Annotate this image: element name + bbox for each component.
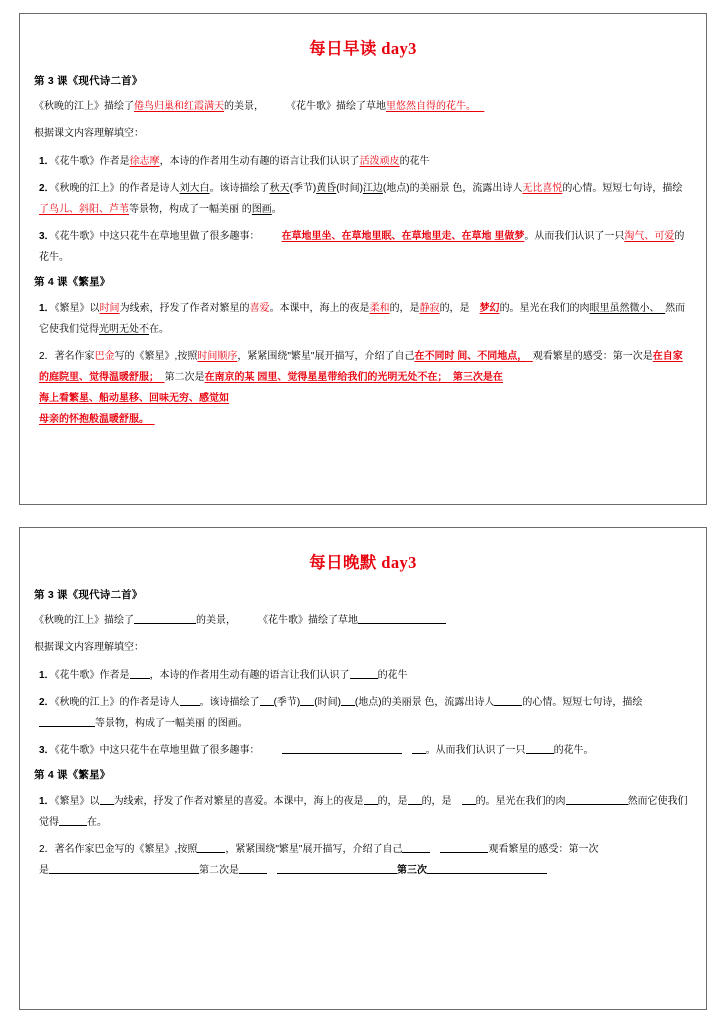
blank-intro-1[interactable] bbox=[134, 612, 196, 624]
q3-number-e: 3． bbox=[39, 745, 55, 756]
lesson-4-heading-evening: 第 4 课《繁星》 bbox=[34, 769, 111, 781]
blank-q2-2[interactable] bbox=[260, 694, 274, 706]
s1-text-4: 的，是 bbox=[389, 303, 420, 314]
s1-text-7: 然而它使我们觉得 bbox=[39, 303, 686, 335]
q2-text-1: 《秋晚的江上》的作者是诗人 bbox=[54, 183, 180, 194]
star-question-2-evening bbox=[34, 839, 692, 881]
s1-answer-7: 光明无处不 bbox=[99, 324, 149, 335]
blank-q3-3[interactable] bbox=[526, 742, 554, 754]
s1-text-1-e: 《繁星》以 bbox=[54, 796, 100, 807]
q1-number: 1． bbox=[39, 156, 55, 167]
s1-text-6: 的。星光在我们的肉 bbox=[499, 303, 590, 314]
blank-s1-2[interactable] bbox=[364, 793, 378, 805]
intro-text-c-e: 《花牛歌》描绘了草地 bbox=[258, 615, 358, 626]
s1-text-2: 为线索，抒发了作者对繁星的 bbox=[119, 303, 250, 314]
q2-text-5: (地点)的美丽景 色，流露出诗人 bbox=[382, 183, 523, 194]
blank-q2-1[interactable] bbox=[180, 694, 200, 706]
s1-number-e: 1． bbox=[39, 796, 55, 807]
s2-text-3-e: 观看繁星的感受：第一次 bbox=[488, 844, 599, 855]
q2-text-6: 的心情。短短七句诗，描绘 bbox=[562, 183, 683, 194]
blank-q1-1[interactable] bbox=[130, 667, 150, 679]
q2-text-3-e: (季节) bbox=[273, 697, 301, 708]
morning-reading-box bbox=[19, 13, 707, 505]
q2-text-6-e: 的心情。短短七句诗，描绘 bbox=[522, 697, 643, 708]
q3-text-1: 《花牛歌》中这只花牛在草地里做了很多趣事： bbox=[54, 231, 260, 242]
q2-number: 2． bbox=[39, 183, 55, 194]
blank-s2-2[interactable] bbox=[402, 841, 430, 853]
q3-answer-2: 淘气、可爱 bbox=[624, 231, 675, 242]
s2-text-6-e: 第三次 bbox=[397, 865, 427, 876]
q2-text-4-e: (时间) bbox=[314, 697, 341, 708]
q2-text-4: (时间) bbox=[336, 183, 363, 194]
s2-answer-7: 母亲的怀抱般温暖舒服。 bbox=[39, 414, 149, 425]
q2-answer-5: 无比喜悦 bbox=[522, 183, 563, 194]
s1-answer-6: 眼里虽然微小、 bbox=[589, 303, 660, 314]
blank-s1-4[interactable] bbox=[462, 793, 476, 805]
s2-answer-3: 在不同时 bbox=[414, 351, 455, 362]
s1-answer-5: 梦幻 bbox=[479, 303, 500, 314]
q2-text-5-e: (地点)的美丽景 色，流露出诗人 bbox=[354, 697, 495, 708]
intro-text-b-e: 的美景， bbox=[196, 615, 236, 626]
blank-s1-6[interactable] bbox=[59, 814, 87, 826]
q2-answer-1: 刘大白 bbox=[179, 183, 210, 194]
q3-number: 3． bbox=[39, 231, 55, 242]
q3-answer-1b: 里做梦 bbox=[494, 231, 525, 242]
page-title-morning: 每日早读 day3 bbox=[309, 39, 417, 58]
s1-number: 1． bbox=[39, 303, 55, 314]
s2-text-6: 第三次是在 bbox=[452, 372, 503, 383]
question-2-evening bbox=[34, 692, 692, 734]
q1-text-3: 的花牛 bbox=[399, 156, 430, 167]
q3-answer-1: 在草地里坐、在草地里眠、在草地里走、在草地 bbox=[281, 231, 492, 242]
blank-q2-6[interactable] bbox=[39, 715, 95, 727]
q2-text-2-e: 。该诗描绘了 bbox=[199, 697, 260, 708]
q1-text-3-e: 的花牛 bbox=[377, 670, 408, 681]
s2-text-5-e: 第二次是 bbox=[199, 865, 239, 876]
blank-s2-4[interactable] bbox=[49, 862, 199, 874]
blank-s2-7[interactable] bbox=[427, 862, 547, 874]
q3-text-1-e: 《花牛歌》中这只花牛在草地里做了很多趣事： bbox=[54, 745, 260, 756]
q2-answer-7: 图画 bbox=[251, 204, 272, 215]
q1-text-2: ，本诗的作者用生动有趣的语言让我们认识了 bbox=[159, 156, 360, 167]
q3-text-3-e: 的花牛。 bbox=[553, 745, 594, 756]
q2-text-2: 。该诗描绘了 bbox=[209, 183, 270, 194]
intro-text-a-e: 《秋晚的江上》描绘了 bbox=[34, 615, 134, 626]
q3-text-3: 的花牛。 bbox=[39, 231, 685, 263]
lesson-4-heading-morning: 第 4 课《繁星》 bbox=[34, 276, 111, 288]
q3-text-2: 。从而我们认识了一只 bbox=[524, 231, 625, 242]
s1-text-2-e: 为线索，抒发了作者对繁星的喜爱。本课中，海上的夜是 bbox=[113, 796, 364, 807]
s2-text-1-e: 著名作家巴金写的《繁星》,按照 bbox=[54, 844, 198, 855]
q1-answer-1: 徐志摩 bbox=[129, 156, 160, 167]
star-question-1-morning bbox=[34, 298, 692, 340]
q2-answer-4: 江边 bbox=[362, 183, 383, 194]
s2-number-e: 2． bbox=[39, 844, 55, 855]
s1-answer-3: 柔和 bbox=[369, 303, 390, 314]
s1-answer-4: 静寂 bbox=[419, 303, 440, 314]
q1-text-1-e: 《花牛歌》作者是 bbox=[54, 670, 130, 681]
s2-answer-4: 在自家的庭院里、觉得温暖舒服； bbox=[39, 351, 683, 383]
blank-q3-1[interactable] bbox=[282, 742, 402, 754]
q3-text-2-e: 。从而我们认识了一只 bbox=[425, 745, 526, 756]
star-question-1-evening bbox=[34, 791, 692, 833]
blank-q2-3[interactable] bbox=[300, 694, 314, 706]
q2-number-e: 2． bbox=[39, 697, 55, 708]
intro-text-b: 的美景， bbox=[224, 101, 264, 112]
s2-text-5: 第二次是 bbox=[164, 372, 205, 383]
blank-s1-3[interactable] bbox=[408, 793, 422, 805]
q2-text-3: (季节) bbox=[289, 183, 317, 194]
s2-answer-5: 在南京的某 bbox=[204, 372, 255, 383]
s1-text-3: 。本课中，海上的夜是 bbox=[269, 303, 370, 314]
q1-text-2-e: ，本诗的作者用生动有趣的语言让我们认识了 bbox=[149, 670, 350, 681]
blank-s1-5[interactable] bbox=[566, 793, 628, 805]
q1-text-1: 《花牛歌》作者是 bbox=[54, 156, 130, 167]
s1-text-3-e: 的，是 bbox=[377, 796, 408, 807]
s2-answer-5b: 园里、觉得星星带给我们的光明无处不在； bbox=[257, 372, 448, 383]
q1-answer-2: 活泼顽皮 bbox=[359, 156, 400, 167]
blank-intro-2[interactable] bbox=[358, 612, 446, 624]
s2-answer-3b: 间、不同地点， bbox=[457, 351, 528, 362]
blank-s1-1[interactable] bbox=[100, 793, 114, 805]
s2-answer-2: 时间顺序 bbox=[197, 351, 238, 362]
s2-text-2: 写的《繁星》,按照 bbox=[114, 351, 198, 362]
q2-answer-6: 了鸟儿、斜阳、芦苇 bbox=[39, 204, 129, 215]
q1-number-e: 1． bbox=[39, 670, 55, 681]
s1-answer-1: 时间 bbox=[99, 303, 120, 314]
s1-text-7-e: 在。 bbox=[87, 817, 107, 828]
blank-q2-4[interactable] bbox=[341, 694, 355, 706]
s2-answer-6: 海上看繁星、船动星移、回味无穷、感觉如 bbox=[39, 393, 229, 404]
intro-answer-c: 里悠然自得的花牛。 bbox=[386, 101, 476, 112]
fill-prompt-morning: 根据课文内容理解填空： bbox=[34, 128, 144, 139]
s2-text-3: ，紧紧围绕"繁星"展开描写，介绍了自己 bbox=[237, 351, 415, 362]
s2-number: 2． bbox=[39, 351, 55, 362]
s2-text-4: 观看繁星的感受：第一次是 bbox=[532, 351, 653, 362]
blank-s2-6[interactable] bbox=[277, 862, 397, 874]
s2-answer-1: 巴金 bbox=[94, 351, 115, 362]
q2-text-1-e: 《秋晚的江上》的作者是诗人 bbox=[54, 697, 180, 708]
question-2-morning bbox=[34, 178, 692, 220]
blank-q1-2[interactable] bbox=[350, 667, 378, 679]
s2-text-4-e: 是 bbox=[39, 865, 49, 876]
evening-dictation-box bbox=[19, 527, 707, 1010]
s1-text-4-e: 的，是 bbox=[421, 796, 452, 807]
blank-s2-1[interactable] bbox=[197, 841, 225, 853]
question-1-evening bbox=[34, 665, 692, 686]
blank-s2-3[interactable] bbox=[440, 841, 488, 853]
q2-text-7-e: 等景物，构成了一幅美丽 的 bbox=[95, 718, 218, 729]
q2-text-8-e: 图画。 bbox=[217, 718, 248, 729]
s2-text-1: 著名作家 bbox=[54, 351, 95, 362]
intro-answer-a: 倦鸟归巢和红霞满天 bbox=[134, 101, 224, 112]
lesson-3-intro-morning bbox=[34, 97, 692, 117]
star-question-2-morning bbox=[34, 346, 692, 430]
s1-answer-2: 喜爱 bbox=[249, 303, 270, 314]
lesson-3-heading-evening: 第 3 课《现代诗二首》 bbox=[34, 589, 143, 601]
question-1-morning bbox=[34, 151, 692, 172]
q2-answer-2: 秋天 bbox=[269, 183, 290, 194]
s1-text-8: 在。 bbox=[149, 324, 169, 335]
q2-text-7: 等景物，构成了一幅美丽 的 bbox=[129, 204, 252, 215]
s2-text-2-e: ，紧紧围绕"繁星"展开描写，介绍了自己 bbox=[225, 844, 403, 855]
page-title-evening: 每日晚默 day3 bbox=[309, 553, 417, 572]
q2-text-8: 。 bbox=[271, 204, 282, 215]
intro-text-a: 《秋晚的江上》描绘了 bbox=[34, 101, 134, 112]
fill-prompt-evening: 根据课文内容理解填空： bbox=[34, 642, 144, 653]
blank-s2-5[interactable] bbox=[239, 862, 267, 874]
lesson-3-heading-morning: 第 3 课《现代诗二首》 bbox=[34, 75, 143, 87]
s1-text-6-e: 然而它使我们觉得 bbox=[39, 796, 688, 828]
lesson-3-intro-evening bbox=[34, 611, 692, 631]
intro-text-c: 《花牛歌》描绘了草地 bbox=[286, 101, 386, 112]
s1-text-5-e: 的。星光在我们的肉 bbox=[475, 796, 566, 807]
s1-text-1: 《繁星》以 bbox=[54, 303, 100, 314]
blank-q2-5[interactable] bbox=[494, 694, 522, 706]
blank-q3-2[interactable] bbox=[412, 742, 426, 754]
question-3-evening bbox=[34, 740, 692, 761]
q2-answer-3: 黄昏 bbox=[316, 183, 337, 194]
s1-text-5: 的，是 bbox=[439, 303, 470, 314]
question-3-morning bbox=[34, 226, 692, 268]
